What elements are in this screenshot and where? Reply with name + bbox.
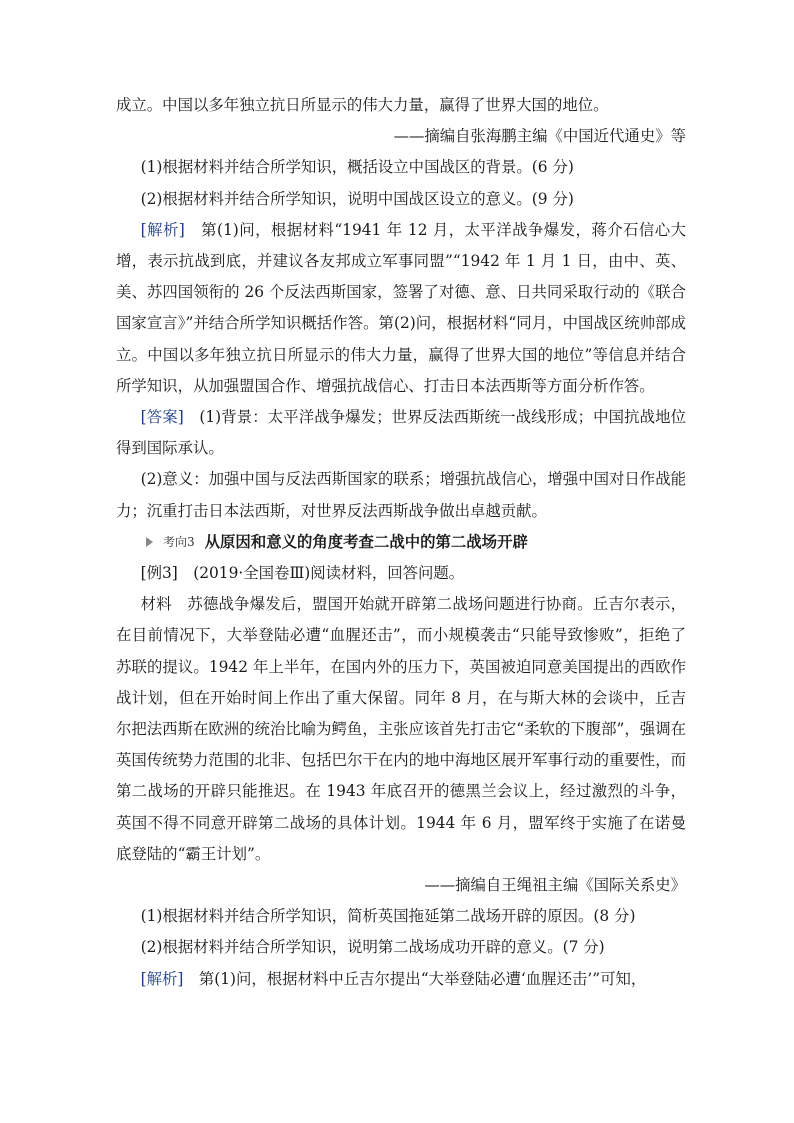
- answer-paragraph-1: [116, 402, 686, 464]
- example-question-2: (2)根据材料并结合所学知识，说明第二战场成功开辟的意义。(7 分): [140, 938, 605, 957]
- analysis-text: 第(1)问，根据材料“1941 年 12 月，太平洋战争爆发，蒋介石信心大增，表示抗战到底，并建议各友邦成立军事同盟”“1942 年 1 月 1 日，由中、英、美、苏四国领衔的 26 个反法西斯国家，签署了对德、意、日共同采取行动的《联合国家宣言》”并结合所学知识概括作答。第(2)问，根据材料“同月，中国战区统帅部成立。中国以多年独立抗日所显示的伟大力量，赢得了世界大国的地位”等信息并结合所学知识，从加强盟国合作、增强抗战信心、打击日本法西斯等方面分析作答。: [116, 220, 686, 395]
- kaoxiang-label: 考向3: [163, 534, 195, 549]
- material-paragraph: 材料 苏德战争爆发后，盟国开始就开辟第二战场问题进行协商。丘吉尔表示，在目前情况下，大举登陆必遭“血腥还击”，而小规模袭击“只能导致惨败”，拒绝了苏联的提议。1942 年上半年，在国内外的压力下，英国被迫同意美国提出的西欧作战计划，但在开始时间上作出了重大保留。同年 8 月，在与斯大林的会谈中，丘吉尔把法西斯在欧洲的统治比喻为鳄鱼，主张应该首先打击它“柔软的下腹部”，强调在英国传统势力范围的北非、包括巴尔干在内的地中海地区展开军事行动的重要性，而第二战场的开辟只能推迟。在 1943 年底召开的德黑兰会议上，经过激烈的斗争，英国不得不同意开辟第二战场的具体计划。1944 年 6 月，盟军终于实施了在诺曼底登陆的“霸王计划”。: [116, 595, 686, 863]
- answer-text-1: (1)背景：太平洋战争爆发；世界反法西斯统一战线形成；中国抗战地位得到国际承认。: [116, 408, 686, 458]
- answer-paragraph-2: (2)意义：加强中国与反法西斯国家的联系；增强抗战信心，增强中国对日作战能力；沉重打击日本法西斯，对世界反法西斯战争做出卓越贡献。: [116, 470, 686, 520]
- analysis-text-2: 第(1)问，根据材料中丘吉尔提出“大举登陆必遭‘血腥还击’”可知，: [183, 969, 647, 988]
- analysis-tag: [解析]: [140, 220, 185, 239]
- analysis-paragraph: [116, 215, 686, 402]
- text-line: 成立。中国以多年独立抗日所显示的伟大力量，赢得了世界大国的地位。: [116, 96, 609, 114]
- question-2: (2)根据材料并结合所学知识，说明中国战区设立的意义。(9 分): [140, 189, 574, 208]
- analysis-tag-2: [解析]: [140, 969, 184, 988]
- kaoxiang-header: [116, 527, 686, 558]
- example-question-1: (1)根据材料并结合所学知识，简析英国拖延第二战场开辟的原因。(8 分): [140, 907, 636, 926]
- document-page: [116, 90, 686, 995]
- example-head: [例3] (2019·全国卷Ⅲ)阅读材料，回答问题。: [140, 564, 465, 583]
- source-citation: ——摘编自张海鹏主编《中国近代通史》等: [393, 127, 686, 146]
- answer-tag: [答案]: [140, 408, 184, 427]
- source-citation-2: ——摘编自王绳祖主编《国际关系史》: [424, 876, 686, 895]
- kaoxiang-title: 从原因和意义的角度考查二战中的第二战场开辟: [204, 532, 528, 551]
- analysis-paragraph-2: [116, 964, 686, 995]
- question-1: (1)根据材料并结合所学知识，概括设立中国战区的背景。(6 分): [140, 158, 574, 177]
- play-triangle-icon: [146, 537, 153, 547]
